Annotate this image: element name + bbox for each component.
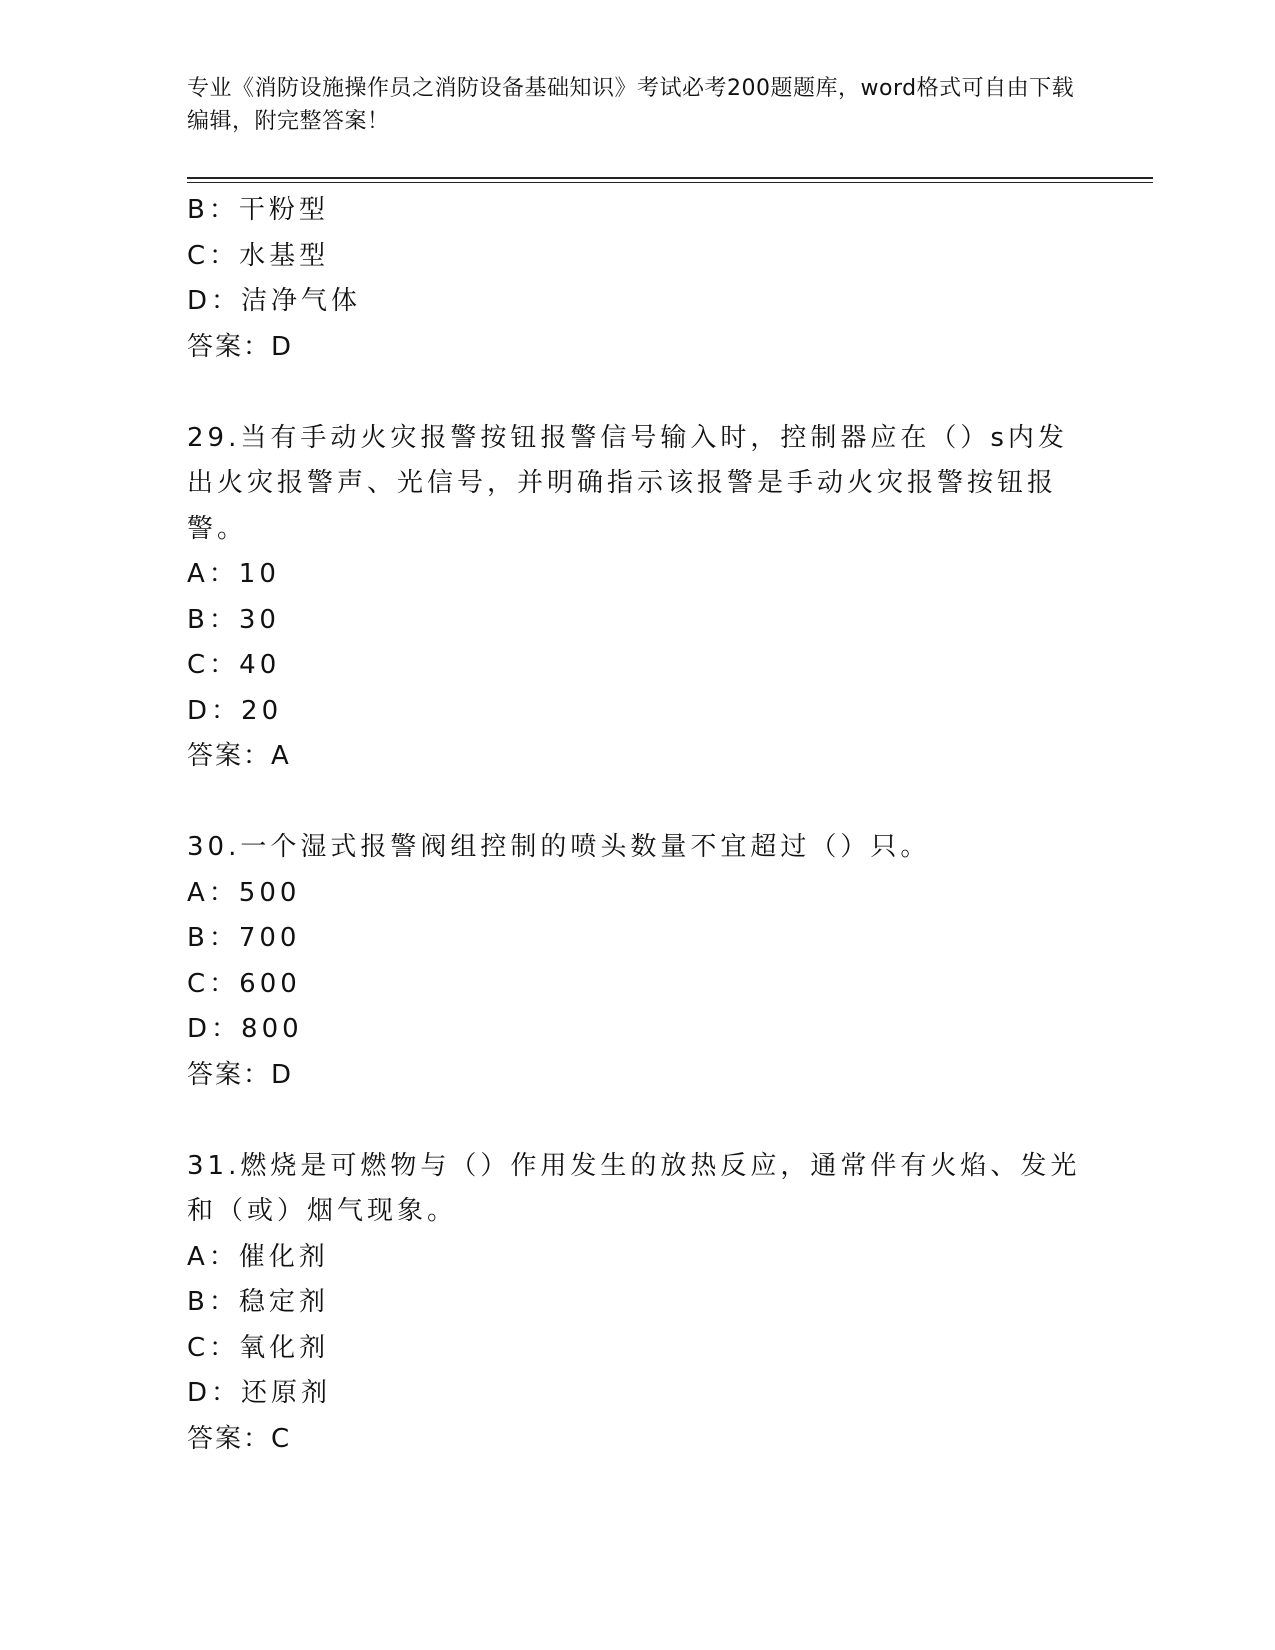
question-list <box>187 188 1087 1462</box>
answer-line: 答案：A <box>187 741 291 771</box>
spacer <box>187 780 1087 826</box>
option-b: B：700 <box>187 923 301 953</box>
answer-line: 答案：C <box>187 1423 292 1454</box>
option-c: C：40 <box>187 650 281 680</box>
document-header: 专业《消防设施操作员之消防设备基础知识》考试必考200题题库，word格式可自由下载编辑，附完整答案！ <box>187 76 1075 134</box>
option-d: D：洁净气体 <box>187 286 362 316</box>
question-29 <box>187 416 1087 780</box>
answer-line: 答案：D <box>187 331 294 362</box>
spacer <box>187 370 1087 416</box>
option-a: A：10 <box>187 559 280 589</box>
spacer <box>187 1098 1087 1144</box>
question-31 <box>187 1144 1087 1463</box>
previous-question-tail <box>187 188 1087 370</box>
option-b: B：30 <box>187 604 280 635</box>
option-d: D：还原剂 <box>187 1378 332 1408</box>
question-30 <box>187 825 1087 1098</box>
option-b: B：稳定剂 <box>187 1287 329 1317</box>
answer-line: 答案：D <box>187 1059 294 1090</box>
header-divider-thick <box>187 177 1153 179</box>
option-d: D：800 <box>187 1014 303 1044</box>
question-text: 30.一个湿式报警阀组控制的喷头数量不宜超过（）只。 <box>187 832 931 862</box>
option-a: A：500 <box>187 877 301 908</box>
header-divider-thin <box>187 182 1153 183</box>
option-c: C：600 <box>187 968 301 999</box>
option-c: C：水基型 <box>187 240 330 271</box>
question-text: 31.燃烧是可燃物与（）作用发生的放热反应，通常伴有火焰、发光和（或）烟气现象。 <box>187 1150 1081 1226</box>
option-c: C：氧化剂 <box>187 1332 330 1363</box>
question-text: 29.当有手动火灾报警按钮报警信号输入时，控制器应在（）s内发出火灾报警声、光信号，并明确指示该报警是手动火灾报警按钮报警。 <box>187 422 1068 544</box>
option-a: A：催化剂 <box>187 1241 329 1272</box>
option-d: D：20 <box>187 695 283 726</box>
option-b: B：干粉型 <box>187 195 329 225</box>
